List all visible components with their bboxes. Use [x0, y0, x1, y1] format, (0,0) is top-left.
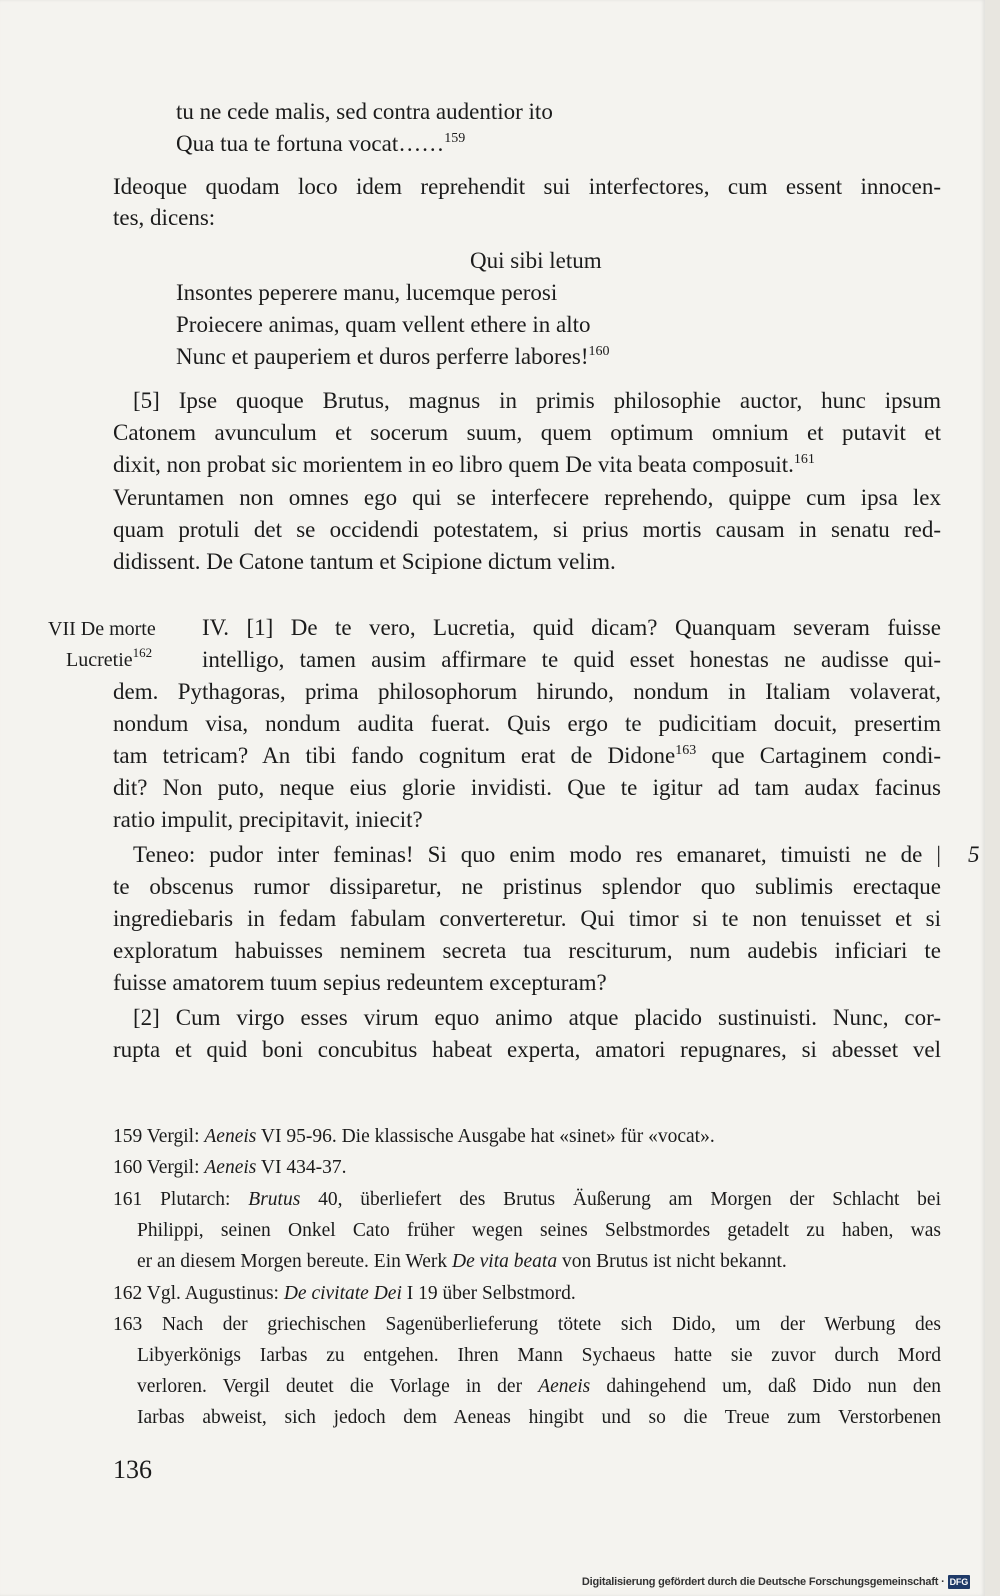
margin-note: Lucretie$^{162}$ — [66, 645, 153, 671]
footnote: 160 Vergil: Aeneis VI 434-37. — [113, 1157, 347, 1178]
footnote-cont: Libyerkönigs Iarbas zu entgehen. Ihren Mann Sychaeus hatte sie zuvor durch Mord — [137, 1345, 941, 1366]
body-line: Catonem avunculum et socerum suum, quem optimum omnium et putavit et — [113, 420, 941, 445]
body-line: quam protuli det se occidendi potestatem, si prius mortis causam in senatu red- — [113, 517, 941, 542]
footnote-cont: verloren. Vergil deutet die Vorlage in der Aeneis dahingehend um, daß Dido nun den — [137, 1376, 941, 1397]
footnote-ref: 160 — [588, 344, 610, 359]
footnote-ref: 159 — [444, 131, 466, 146]
dfg-logo-icon: DFG — [949, 1577, 968, 1587]
body-line: dit? Non puto, neque eius glorie invidisti. Que te igitur ad tam audax facinus — [113, 775, 941, 800]
page-number: 136 — [113, 1455, 152, 1484]
body-line: ratio impulit, precipitavit, iniecit? — [113, 807, 423, 832]
edition-page-marker: 5 — [968, 842, 980, 867]
footnote-cont: Iarbas abweist, sich jedoch dem Aeneas hingibt und so die Treue zum Verstorbenen — [137, 1407, 941, 1428]
body-line: [2] Cum virgo esses virum equo animo atque placido sustinuisti. Nunc, cor- — [133, 1005, 941, 1030]
footnote: 159 Vergil: Aeneis VI 95-96. Die klassische Ausgabe hat «sinet» für «vocat». — [113, 1126, 715, 1147]
body-line: dem. Pythagoras, prima philosophorum hirundo, nondum in Italiam volaverat, — [113, 679, 941, 704]
body-line: intelligo, tamen ausim affirmare te quid esset honestas ne audisse qui- — [202, 647, 941, 672]
body-line: Ideoque quodam loco idem reprehendit sui interfectores, cum essent innocen- — [113, 174, 941, 199]
verse-line: Qui sibi letum — [470, 248, 602, 273]
verse-line: Proiecere animas, quam vellent ethere in alto — [176, 312, 591, 337]
body-line: ingrediebaris in fedam fabulam converteretur. Qui timor si te non tenuisset et si — [113, 906, 941, 931]
body-line: tes, dicens: — [113, 205, 216, 230]
body-line: Veruntamen non omnes ego qui se interfecere reprehendo, quippe cum ipsa lex — [113, 485, 941, 510]
body-line: didissent. De Catone tantum et Scipione dictum velim. — [113, 549, 616, 574]
body-line: fuisse amatorem tuum sepius redeuntem excepturam? — [113, 970, 607, 995]
footnote-cont: Philippi, seinen Onkel Cato früher wegen seines Selbstmordes getadelt zu haben, was — [137, 1220, 941, 1241]
footnote: 162 Vgl. Augustinus: De civitate Dei I 19 über Selbstmord. — [113, 1283, 576, 1304]
footnote: 163 Nach der griechischen Sagenüberlieferung tötete sich Dido, um der Werbung des — [113, 1314, 941, 1335]
footnote-ref: 163 — [675, 743, 697, 758]
verse-line: Qua tua te fortuna vocat……$^{159}$ — [176, 131, 466, 156]
footnote-ref: 162 — [132, 645, 153, 660]
verse-line: tu ne cede malis, sed contra audentior ito — [176, 99, 553, 124]
digitization-credit: Digitalisierung gefördert durch die Deutsche Forschungsgemeinschaft · DFG — [581, 1576, 968, 1588]
body-line: tam tetricam? An tibi fando cognitum erat de Didone$^{163}$ que Cartaginem condi- — [113, 743, 942, 768]
margin-note: VII De morte — [48, 618, 156, 640]
body-line: te obscenus rumor dissiparetur, ne pristinus splendor quo sublimis erectaque — [113, 874, 941, 899]
verse-line: Insontes peperere manu, lucemque perosi — [176, 280, 558, 305]
page-edge — [985, 0, 1000, 1596]
footnote-cont: er an diesem Morgen bereute. Ein Werk De vita beata von Brutus ist nicht bekannt. — [137, 1251, 787, 1272]
body-line: [5] Ipse quoque Brutus, magnus in primis philosophie auctor, hunc ipsum — [133, 388, 941, 413]
body-line: rupta et quid boni concubitus habeat experta, amatori repugnares, si abesset vel — [113, 1037, 941, 1062]
body-line: exploratum habuisses neminem secreta tua resciturum, num audebis inficiari te — [113, 938, 941, 963]
body-line: dixit, non probat sic morientem in eo libro quem De vita beata composuit.$^{161}$ — [113, 452, 815, 477]
body-line: nondum visa, nondum audita fuerat. Quis ergo te pudicitiam docuit, presertim — [113, 711, 941, 736]
verse-line: Nunc et pauperiem et duros perferre labores!$^{160}$ — [176, 344, 610, 369]
footnote-ref: 161 — [793, 452, 815, 467]
body-line: Teneo: pudor inter feminas! Si quo enim modo res emanaret, timuisti ne de | — [133, 842, 941, 867]
footnote: 161 Plutarch: Brutus 40, überliefert des Brutus Äußerung am Morgen der Schlacht bei — [113, 1189, 941, 1210]
body-line: IV. [1] De te vero, Lucretia, quid dicam? Quanquam severam fuisse — [202, 615, 941, 640]
